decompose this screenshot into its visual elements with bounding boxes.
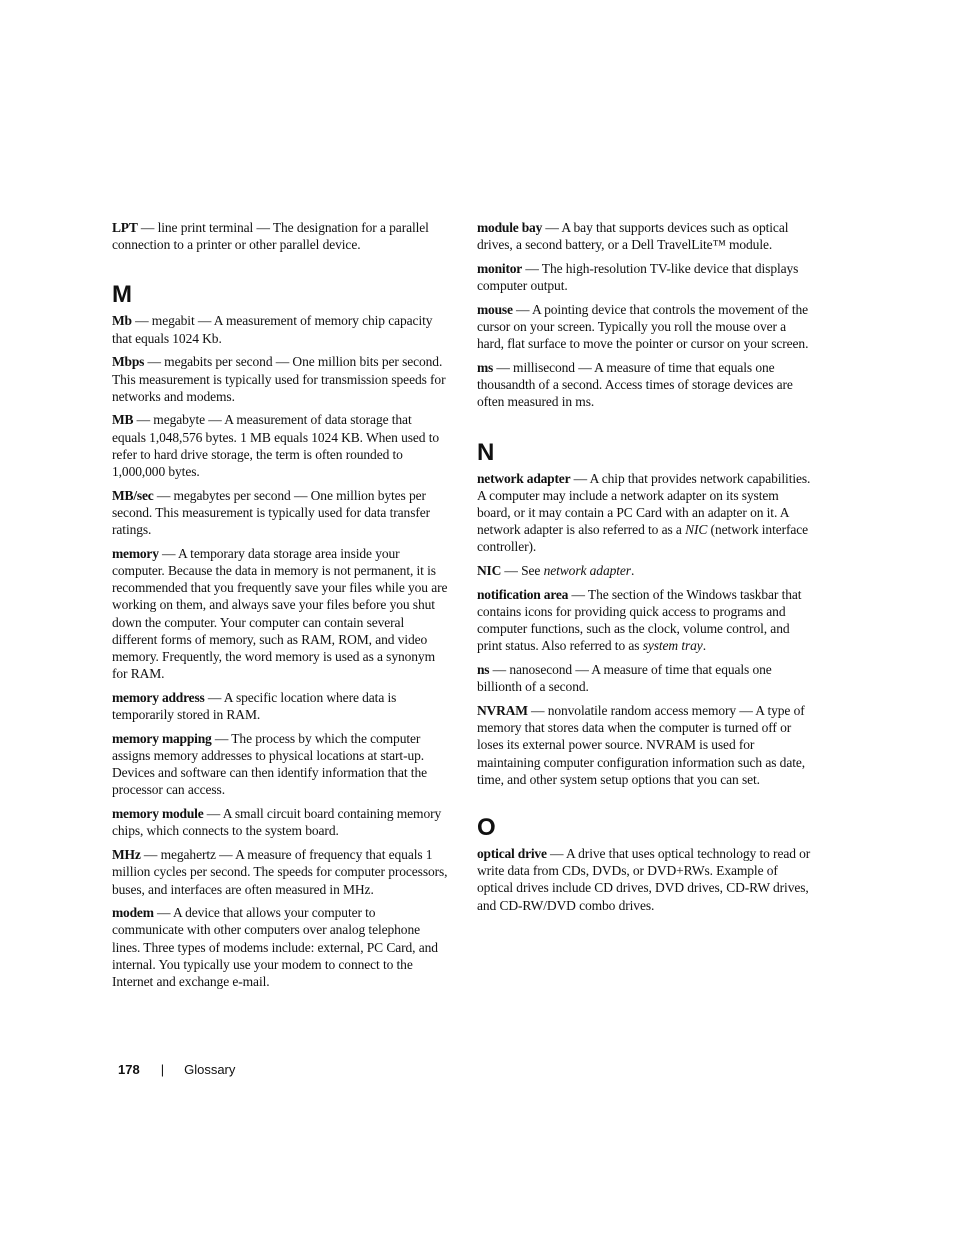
- glossary-entry-lpt: [112, 219, 448, 253]
- footer-section-title: Glossary: [184, 1062, 236, 1077]
- glossary-entry-module-bay: [477, 219, 813, 253]
- definition: — line print terminal — The designation for a parallel connection to a printer or other parallel device.: [112, 220, 429, 253]
- term: memory mapping: [112, 730, 212, 746]
- glossary-entry-optical-drive: [477, 845, 813, 914]
- definition: — The section of the Windows taskbar that contains icons for providing quick access to programs and computer functions, such as the clock, volume control, and print status. Also referred to as: [477, 586, 802, 654]
- page-number: 178: [118, 1062, 140, 1077]
- glossary-entry-notification-area: [477, 586, 813, 655]
- definition: — megabyte — A measurement of data storage that equals 1,048,576 bytes. 1 MB equals 1024 KB. When used to refer to hard drive storage, the term is often rounded to 1,000,000 bytes.: [112, 412, 440, 480]
- definition: — A drive that uses optical technology to read or write data from CDs, DVDs, or DVD+RWs. Example of optical drives include CD drives, DVD drives, CD-RW drives, and CD-RW/DVD combo drives.: [477, 845, 811, 913]
- definition: — A device that allows your computer to communicate with other computers over analog telephone lines. Three types of modems include: external, PC Card, and internal. You typically use your modem to connect to the Internet and exchange e-mail.: [112, 905, 438, 990]
- definition: — megabytes per second — One million bytes per second. This measurement is typically used for data transfer ratings.: [112, 487, 431, 538]
- definition: — megahertz — A measure of frequency that equals 1 million cycles per second. The speeds for computer processors, buses, and interfaces are often measured in MHz.: [112, 847, 448, 897]
- term: module bay: [477, 220, 543, 235]
- section-heading-o: O: [477, 813, 496, 841]
- term: mouse: [477, 301, 513, 317]
- definition: — millisecond — A measure of time that equals one thousandth of a second. Access times of storage devices are often measured in ms.: [477, 359, 793, 410]
- term: network adapter: [477, 470, 571, 486]
- glossary-entry-nic: [477, 562, 813, 579]
- definition: — See: [501, 563, 544, 579]
- term: MHz: [112, 847, 141, 863]
- term: optical drive: [477, 845, 547, 861]
- term: MB/sec: [112, 487, 154, 503]
- definition-end: .: [630, 563, 635, 579]
- definition-end: .: [702, 638, 706, 654]
- glossary-entry-memory-module: [112, 805, 448, 839]
- section-heading-m: M: [112, 281, 132, 309]
- term: memory address: [112, 689, 205, 705]
- definition-italic: NIC: [685, 522, 708, 538]
- definition: — A small circuit board containing memory chips, which connects to the system board.: [112, 806, 442, 839]
- term: Mb: [112, 313, 132, 329]
- glossary-entry-mbps: [112, 353, 448, 405]
- term: LPT: [112, 220, 138, 235]
- glossary-entry-nvram: [477, 702, 813, 788]
- glossary-entry-memory: [112, 545, 448, 683]
- glossary-entry-mhz: [112, 846, 448, 898]
- glossary-entry-modem: [112, 904, 448, 990]
- definition: — nonvolatile random access memory — A type of memory that stores data when the computer is turned off or loses its external power source. NVRAM is used for maintaining computer configuration information such as date, time, and other system setup options that you can set.: [477, 702, 806, 787]
- term: Mbps: [112, 354, 145, 370]
- term: ms: [477, 359, 494, 375]
- right-column: [477, 219, 813, 920]
- glossary-entry-memory-mapping: [112, 730, 448, 799]
- definition: — megabits per second — One million bits per second. This measurement is typically used for transmission speeds for networks and modems.: [112, 354, 446, 404]
- glossary-entry-mb: [112, 312, 448, 346]
- glossary-entry-network-adapter: [477, 470, 813, 556]
- definition-italic: system tray: [642, 638, 703, 654]
- definition: — The process by which the computer assigns memory addresses to physical locations at start-up. Devices and software can then identify information that the processor can access.: [112, 730, 427, 798]
- footer-separator: |: [160, 1062, 165, 1077]
- definition: — A bay that supports devices such as optical drives, a second battery, or a Dell TravelLite™ module.: [477, 220, 789, 253]
- glossary-entry-ns: [477, 661, 813, 695]
- term: monitor: [477, 260, 523, 276]
- glossary-entry-memory-address: [112, 689, 448, 723]
- term: notification area: [477, 586, 569, 602]
- definition: — A chip that provides network capabilities. A computer may include a network adapter on its system board, or it may contain a PC Card with an adapter on it. A network adapter is also referred to as a: [477, 470, 811, 538]
- definition: — megabit — A measurement of memory chip capacity that equals 1024 Kb.: [112, 313, 433, 346]
- term: memory: [112, 545, 159, 561]
- term: ns: [477, 662, 490, 678]
- glossary-entry-ms: [477, 359, 813, 411]
- glossary-entry-monitor: [477, 260, 813, 294]
- term: memory module: [112, 806, 204, 822]
- term: NVRAM: [477, 702, 528, 718]
- definition: — nanosecond — A measure of time that equals one billionth of a second.: [477, 662, 772, 695]
- definition: — A temporary data storage area inside your computer. Because the data in memory is not permanent, it is recommended that you frequently save your files while you are working on them, and always save your files before you shut down the computer. Your computer can contain several different forms of memory, such as RAM, ROM, and video memory. Frequently, the word memory is used as a synonym for RAM.: [112, 545, 448, 682]
- glossary-entry-mb-sec: [112, 487, 448, 539]
- term: NIC: [477, 563, 502, 579]
- definition: — A pointing device that controls the movement of the cursor on your screen. Typically you roll the mouse over a hard, flat surface to move the pointer or cursor on your screen.: [477, 301, 809, 352]
- glossary-entry-megabyte: [112, 411, 448, 480]
- term: MB: [112, 412, 134, 428]
- glossary-entry-mouse: [477, 301, 813, 353]
- definition-end: (network interface controller).: [477, 522, 809, 555]
- term: modem: [112, 905, 154, 921]
- section-heading-n: N: [477, 438, 495, 466]
- definition: — A specific location where data is temporarily stored in RAM.: [112, 689, 397, 723]
- page-footer: [118, 1062, 235, 1077]
- definition-italic: network adapter: [543, 563, 631, 579]
- definition: — The high-resolution TV-like device that displays computer output.: [477, 260, 799, 294]
- left-column: [112, 219, 448, 997]
